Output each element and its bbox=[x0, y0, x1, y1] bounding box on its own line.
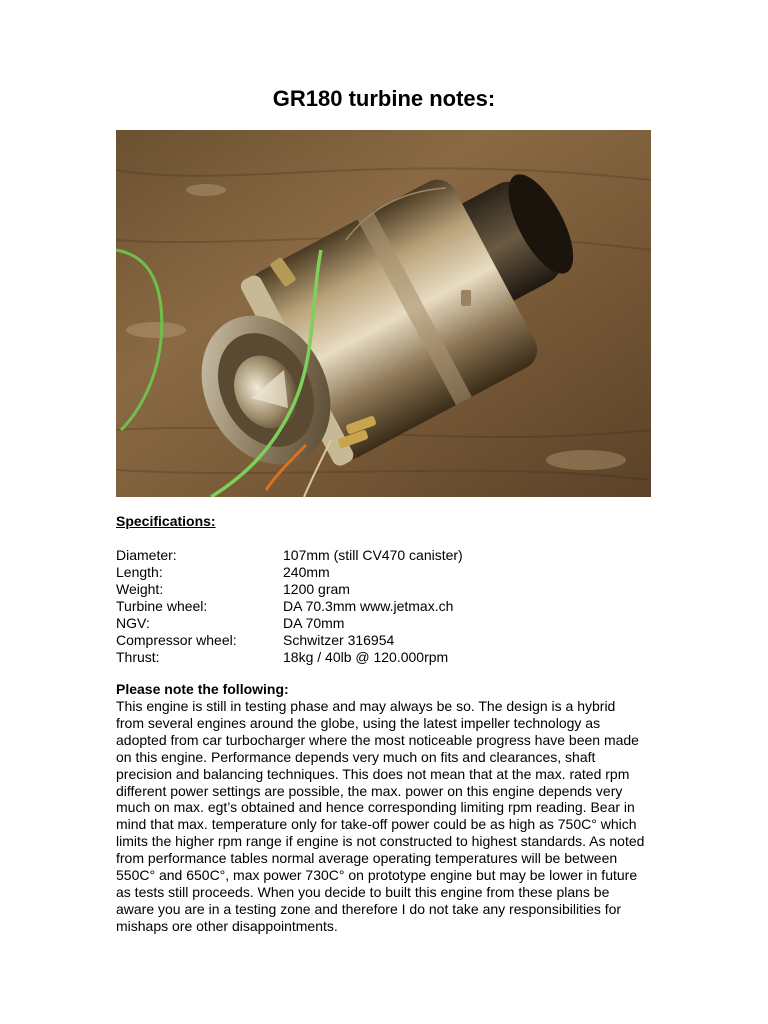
page-title: GR180 turbine notes: bbox=[272, 86, 496, 111]
spec-label: Length: bbox=[116, 564, 163, 580]
notes-line: adopted from car turbocharger where the most noticeable progress have been made bbox=[116, 731, 639, 748]
spec-value: 18kg / 40lb @ 120.000rpm bbox=[283, 649, 449, 665]
notes-line: This engine is still in testing phase and may always be so. The design is a hybrid bbox=[116, 698, 616, 714]
notes-line: mind that max. temperature only for take-off power could be as high as 750C° which bbox=[116, 816, 637, 833]
spec-value: 107mm (still CV470 canister) bbox=[283, 547, 463, 563]
turbine-photo bbox=[116, 130, 651, 497]
notes-paragraph bbox=[116, 698, 656, 935]
spec-value: 240mm bbox=[283, 564, 330, 580]
specifications-table bbox=[116, 547, 463, 666]
notes-line: from performance tables normal average operating temperatures will be between bbox=[116, 850, 618, 867]
notes-line: different power settings are possible, the max. power on this engine depends very bbox=[116, 782, 623, 799]
spec-label: Compressor wheel: bbox=[116, 632, 237, 648]
notes-line: from several engines around the globe, using the latest impeller technology as bbox=[116, 714, 601, 731]
spec-value: DA 70.3mm www.jetmax.ch bbox=[283, 598, 454, 614]
spec-label: Diameter: bbox=[116, 547, 177, 563]
spec-label: NGV: bbox=[116, 615, 150, 631]
specifications-heading: Specifications: bbox=[116, 513, 216, 529]
notes-heading: Please note the following: bbox=[116, 681, 289, 697]
notes-line: 550C° and 650C°, max power 730C° on prototype engine but may be lower in future bbox=[116, 867, 638, 884]
spec-row-turbine-wheel bbox=[116, 598, 463, 615]
notes-line: aware you are in a testing zone and therefore I do not take any responsibilities for bbox=[116, 900, 622, 917]
spec-row-thrust bbox=[116, 649, 463, 666]
spec-row-weight bbox=[116, 581, 463, 598]
spec-row-diameter bbox=[116, 547, 463, 564]
notes-line: precision and balancing techniques. This does not mean that at the max. rated rpm bbox=[116, 765, 630, 782]
notes-line: on this engine. Performance depends very much on fits and clearances, shaft bbox=[116, 748, 596, 765]
spec-label: Thrust: bbox=[116, 649, 160, 665]
notes-line: mishaps ore other disappointments. bbox=[116, 917, 338, 934]
spec-row-compressor-wheel bbox=[116, 632, 463, 649]
notes-line: as tests still proceeds. When you decide to built this engine from these plans be bbox=[116, 883, 610, 900]
notes-line: limits the higher rpm range if engine is not constructed to highest standards. As noted bbox=[116, 833, 645, 850]
spec-value: 1200 gram bbox=[283, 581, 350, 597]
spec-row-ngv bbox=[116, 615, 463, 632]
spec-label: Weight: bbox=[116, 581, 164, 597]
spec-label: Turbine wheel: bbox=[116, 598, 208, 614]
notes-line: much on max. egt’s obtained and hence corresponding limiting rpm reading. Bear in bbox=[116, 799, 635, 816]
spec-value: Schwitzer 316954 bbox=[283, 632, 395, 648]
spec-value: DA 70mm bbox=[283, 615, 345, 631]
spec-row-length bbox=[116, 564, 463, 581]
